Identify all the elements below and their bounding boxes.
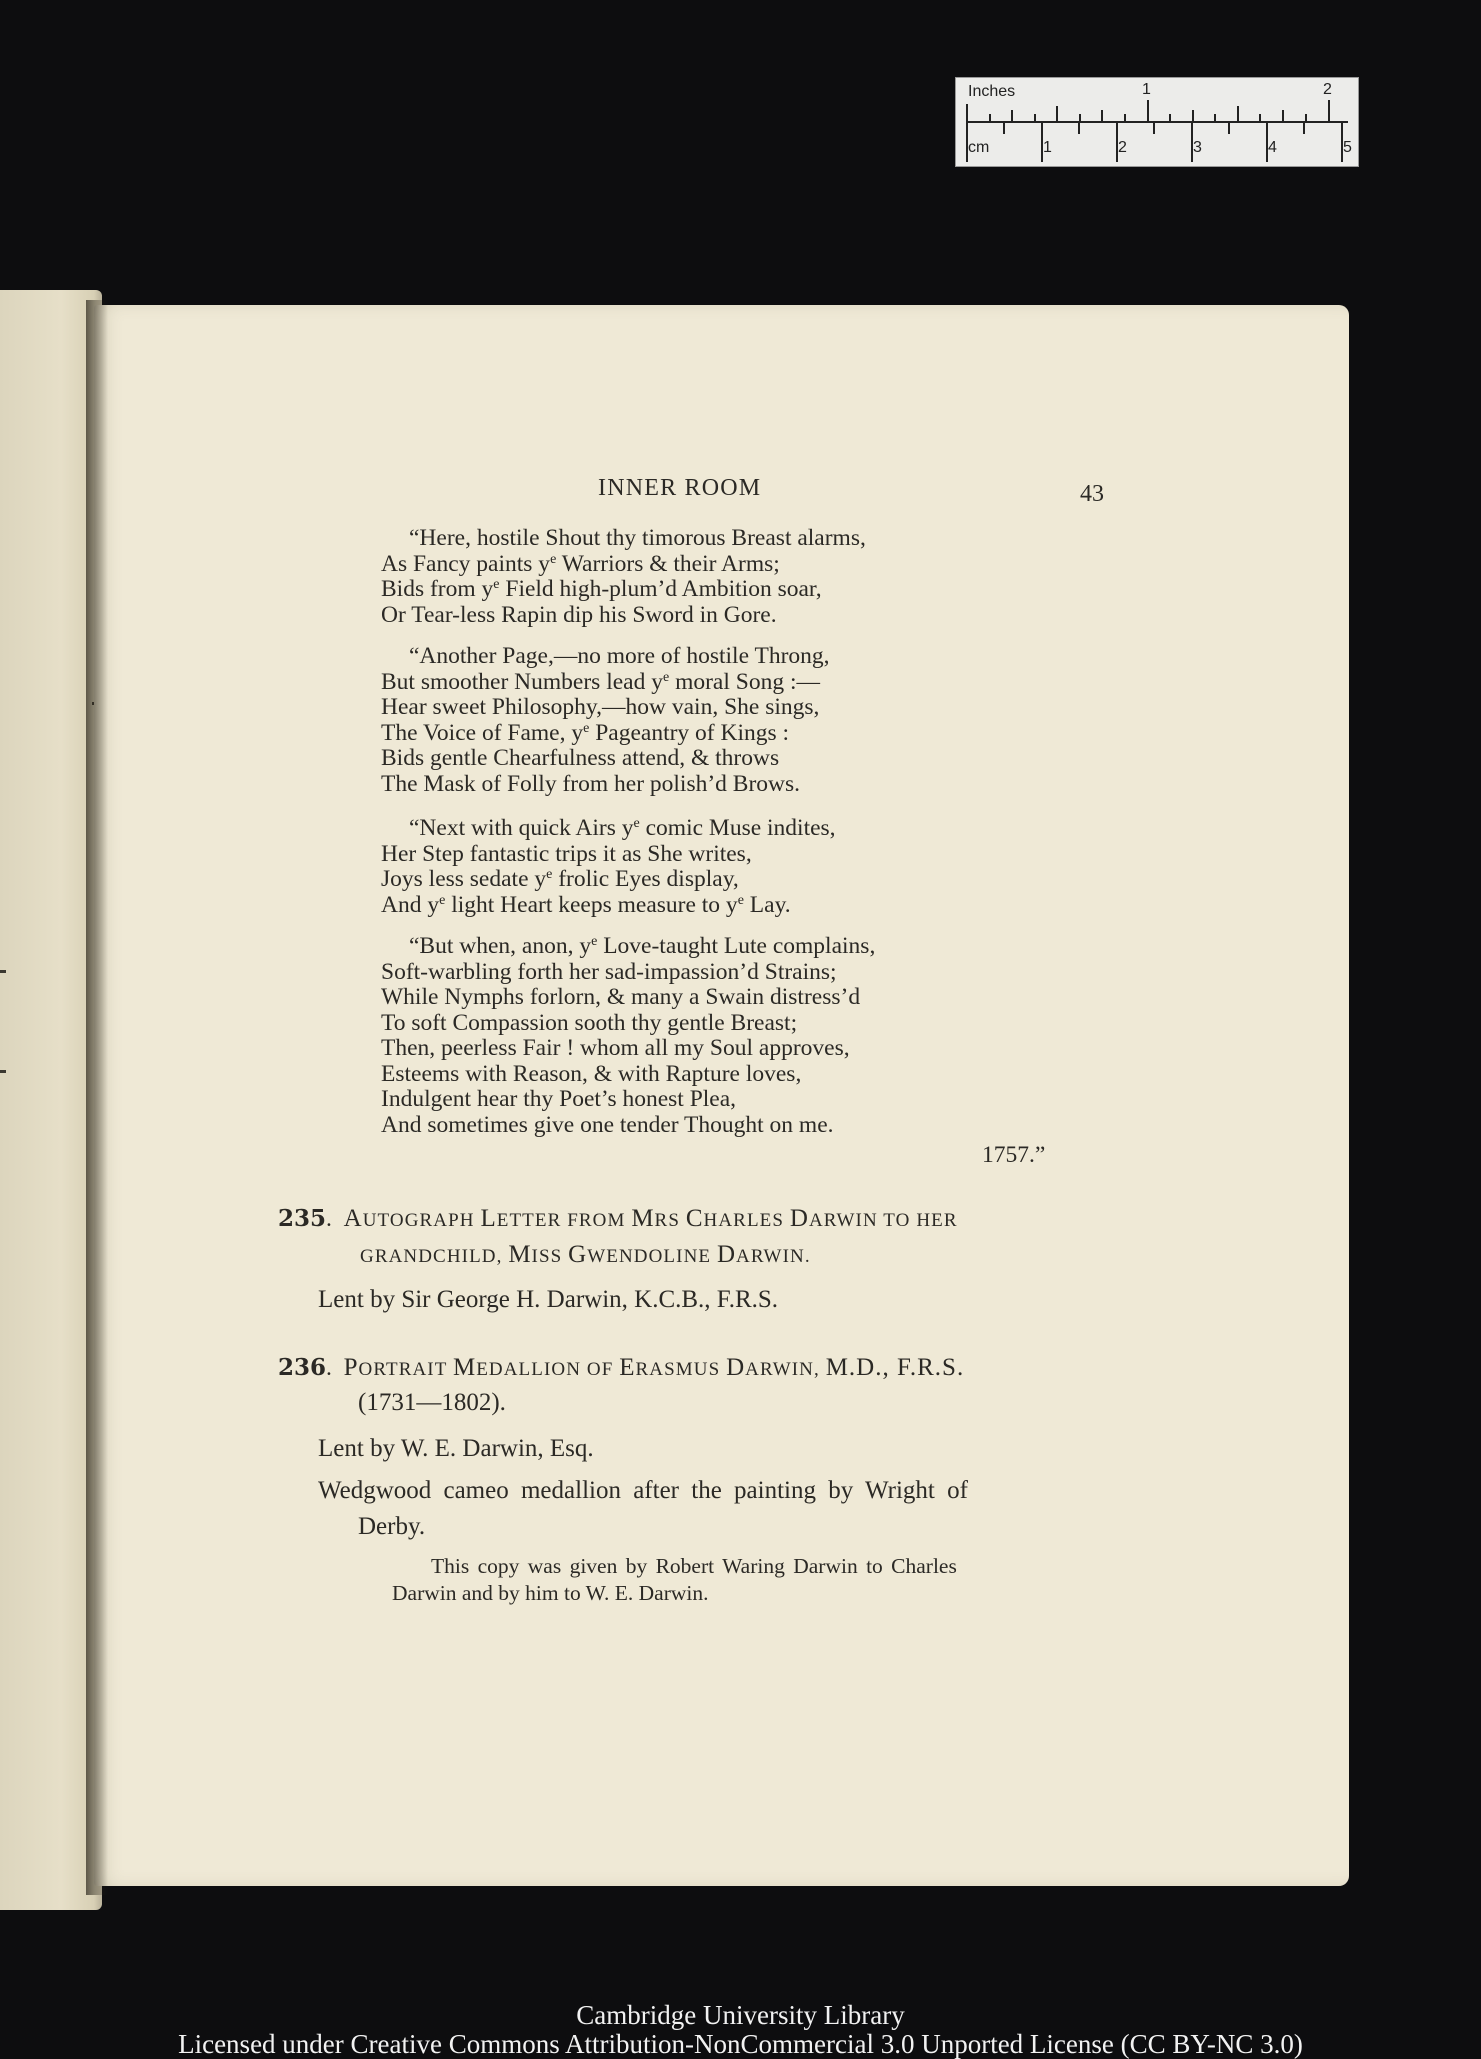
poem-line: While Nymphs forlorn, & many a Swain distress’d: [381, 984, 861, 1010]
ruler-inch-label: 2: [1323, 81, 1332, 98]
ruler-tick: [1034, 114, 1036, 122]
ruler-tick: [1056, 106, 1058, 122]
poem-line: Or Tear-less Rapin dip his Sword in Gore.: [381, 601, 777, 628]
ruler-tick: [966, 104, 968, 122]
ruler-tick: [1101, 110, 1103, 122]
poem-line: “Next with quick Airs $y^e$ comic Muse indites,: [409, 815, 836, 841]
poem-line: To soft Compassion sooth thy gentle Breast;: [381, 1009, 798, 1036]
poem-line: Bids gentle Chearfulness attend, & throws: [381, 745, 780, 771]
entry-235-heading: 235. AUTOGRAPH LETTER FROM MRS CHARLES DARWIN TO HER: [278, 1205, 958, 1232]
ruler-tick: [1116, 122, 1118, 162]
ruler-tick: [1169, 114, 1171, 122]
lender-line: Lent by W. E. Darwin, Esq.: [318, 1435, 594, 1462]
page-edge-mark: [0, 970, 6, 973]
entry-dates: (1731—1802).: [358, 1389, 506, 1416]
ruler-tick: [1011, 110, 1013, 122]
ruler-tick: [1191, 122, 1193, 162]
ruler-tick: [1305, 114, 1307, 122]
gutter-shadow: [86, 300, 108, 1895]
ruler-tick: [1328, 100, 1330, 122]
ruler-tick: [1147, 100, 1149, 122]
footer-license: Licensed under Creative Commons Attribution-NonCommercial 3.0 Unported License (CC BY-NC 3.0): [178, 2029, 1303, 2059]
poem-line: Her Step fantastic trips it as She writes,: [381, 840, 752, 867]
ruler-cm-label: 3: [1193, 139, 1202, 156]
ruler-tick: [1228, 122, 1230, 134]
ruler-tick: [1078, 122, 1080, 134]
ruler-inch-label: 1: [1142, 81, 1151, 98]
ruler-tick: [966, 122, 968, 162]
poem-line: “Another Page,—no more of hostile Throng,: [409, 643, 830, 669]
page-number: 43: [1080, 481, 1104, 507]
poem-line: Esteems with Reason, & with Rapture loves,: [381, 1060, 802, 1087]
poem-line: And $y^e$ light Heart keeps measure to $y^e$ Lay.: [381, 891, 791, 918]
ruler-tick: [1266, 122, 1268, 162]
entry-title-continued: GRANDCHILD, MISS GWENDOLINE DARWIN.: [360, 1241, 811, 1268]
poem-line: “But when, anon, $y^e$ Love-taught Lute complains,: [409, 933, 876, 959]
ruler-tick: [1124, 114, 1126, 122]
ruler-tick: [1041, 122, 1043, 162]
ruler-tick: [1192, 110, 1194, 122]
ruler-tick: [1282, 110, 1284, 122]
ruler-tick: [989, 114, 991, 122]
ruler-cm-label: 4: [1268, 139, 1277, 156]
ruler-cm-label: 1: [1043, 139, 1052, 156]
poem-line: But smoother Numbers lead $y^e$ moral Song :—: [381, 668, 820, 695]
ruler-cm-label: 2: [1118, 139, 1127, 156]
poem-line: Indulgent hear thy Poet’s honest Plea,: [381, 1086, 737, 1112]
ruler-unit-inches: Inches: [968, 83, 1016, 100]
poem-line: And sometimes give one tender Thought on me.: [381, 1111, 834, 1138]
ruler-tick: [1303, 122, 1305, 134]
ruler-cm-label: 5: [1343, 139, 1352, 156]
entry-note-continued: Darwin and by him to W. E. Darwin.: [392, 1581, 709, 1605]
poem-line: Bids from $y^e$ Field high-plum’d Ambition soar,: [381, 576, 822, 602]
ruler-tick: [1341, 122, 1343, 162]
ruler-line: [966, 121, 1348, 123]
poem-line: “Here, hostile Shout thy timorous Breast alarms,: [409, 525, 866, 551]
ruler-tick: [1079, 114, 1081, 122]
scale-ruler: [955, 77, 1359, 167]
entry-description-continued: Derby.: [358, 1513, 426, 1540]
running-header: INNER ROOM: [598, 475, 762, 501]
lender-line: Lent by Sir George H. Darwin, K.C.B., F.R.S.: [318, 1286, 779, 1313]
entry-note: This copy was given by Robert Waring Darwin to Charles: [431, 1554, 957, 1578]
poem-date: 1757.”: [982, 1142, 1046, 1168]
entry-description: Wedgwood cameo medallion after the painting by Wright of: [318, 1477, 968, 1504]
entry-236-heading: 236. PORTRAIT MEDALLION OF ERASMUS DARWIN, M.D., F.R.S.: [278, 1354, 965, 1381]
entry-number: 236: [278, 1354, 327, 1381]
poem-line: The Mask of Folly from her polish’d Brows.: [381, 770, 801, 797]
page-edge-mark: [0, 1070, 6, 1073]
poem-line: The Voice of Fame, $y^e$ Pageantry of Kings :: [381, 719, 790, 746]
poem-line: Hear sweet Philosophy,—how vain, She sings,: [381, 694, 820, 720]
poem-line: Soft-warbling forth her sad-impassion’d Strains;: [381, 958, 837, 985]
entry-title: AUTOGRAPH LETTER FROM MRS CHARLES DARWIN TO HER: [343, 1205, 958, 1232]
footer-institution: Cambridge University Library: [576, 2000, 905, 2030]
entry-title: PORTRAIT MEDALLION OF ERASMUS DARWIN, M.D., F.R.S.: [343, 1354, 965, 1381]
ruler-tick: [1237, 106, 1239, 122]
poem-line: Joys less sedate $y^e$ frolic Eyes display,: [381, 866, 739, 892]
ruler-tick: [1153, 122, 1155, 134]
ruler-tick: [1214, 114, 1216, 122]
ruler-tick: [1259, 114, 1261, 122]
poem-line: As Fancy paints $y^e$ Warriors & their Arms;: [381, 550, 780, 577]
ruler-unit-cm: cm: [968, 139, 990, 156]
entry-number: 235: [278, 1205, 327, 1232]
poem-line: Then, peerless Fair ! whom all my Soul approves,: [381, 1035, 850, 1061]
ruler-tick: [1003, 122, 1005, 134]
